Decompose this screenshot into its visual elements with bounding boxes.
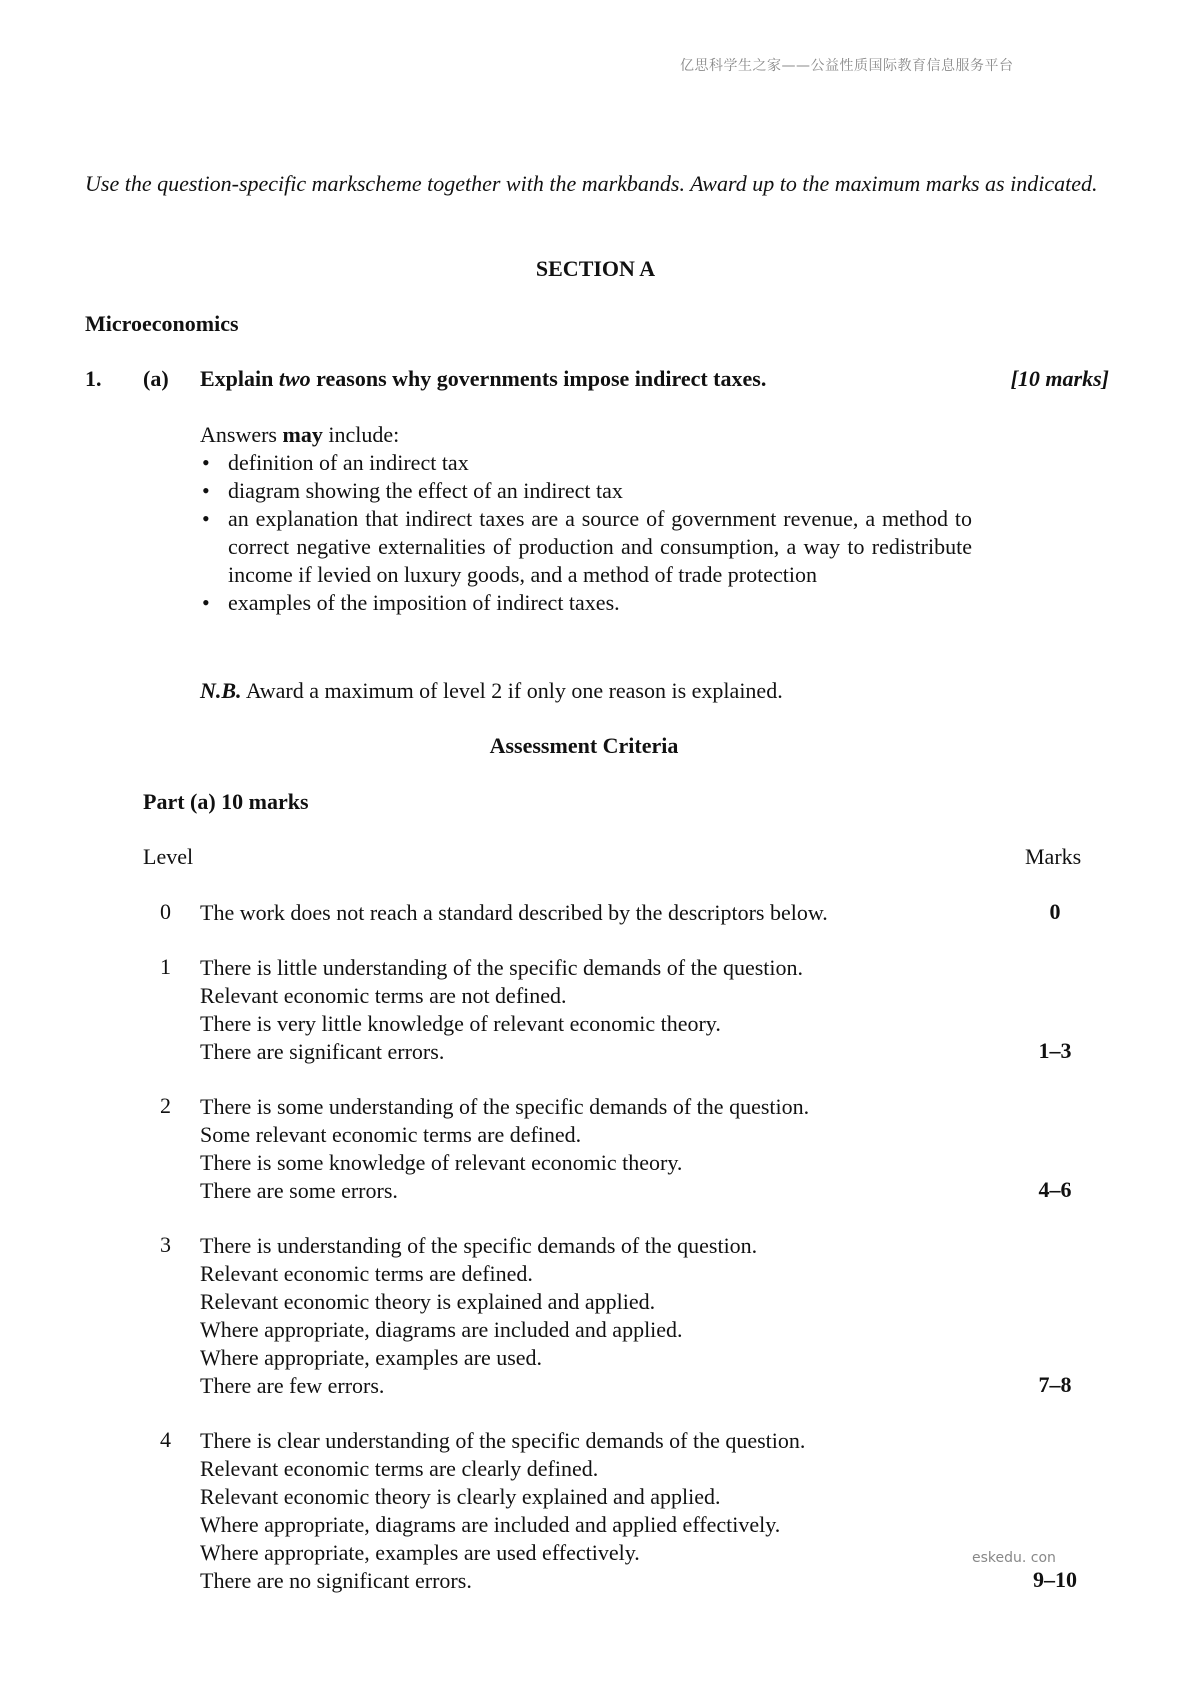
level-marks: 7–8: [1038, 1372, 1072, 1397]
descriptor-line: There is very little knowledge of relevant economic theory.: [200, 1011, 721, 1036]
header-watermark: 亿思科学生之家——公益性质国际教育信息服务平台: [680, 58, 1014, 74]
descriptor-line: Relevant economic theory is explained and applied.: [200, 1289, 656, 1314]
descriptor-line: There are some errors.: [200, 1178, 398, 1203]
instructions-paragraph: Use the question-specific markscheme together with the markbands. Award up to the maximum marks as indicated.: [85, 171, 1098, 196]
level-number: 2: [160, 1093, 171, 1118]
descriptor-line: There is some knowledge of relevant economic theory.: [200, 1150, 683, 1175]
level-number: 0: [160, 899, 171, 924]
question-marks: [10 marks]: [1010, 366, 1109, 391]
descriptor-line: There are few errors.: [200, 1373, 385, 1398]
answer-bullet: • examples of the imposition of indirect taxes.: [200, 589, 972, 617]
nota-bene: [200, 678, 783, 704]
answer-bullet: • an explanation that indirect taxes are a source of government revenue, a method to correct negative externalities of production and consumption, a way to redistribute income if levied on luxury goods, and a method of trade protection: [200, 505, 972, 589]
level-descriptor: [200, 1093, 960, 1205]
descriptor-line: Relevant economic terms are clearly defined.: [200, 1456, 599, 1481]
level-marks: 0: [1049, 899, 1061, 924]
descriptor-line: Relevant economic theory is clearly explained and applied.: [200, 1484, 721, 1509]
level-number: 1: [160, 954, 171, 979]
nota-bene-label: N.B.: [200, 678, 242, 703]
level-marks: 9–10: [1033, 1567, 1077, 1592]
level-marks: 1–3: [1038, 1038, 1072, 1063]
descriptor-line: There are significant errors.: [200, 1039, 445, 1064]
descriptor-line: Some relevant economic terms are defined.: [200, 1122, 582, 1147]
question-emphasis: two: [278, 366, 311, 391]
answers-intro-pre: Answers: [200, 422, 277, 447]
section-heading: SECTION A: [535, 256, 656, 281]
criteria-heading: Assessment Criteria: [489, 733, 679, 758]
descriptor-line: There is little understanding of the specific demands of the question.: [200, 955, 804, 980]
descriptor-line: There is understanding of the specific demands of the question.: [200, 1233, 758, 1258]
descriptor-line: There is clear understanding of the specific demands of the question.: [200, 1428, 806, 1453]
answers-intro-bold: may: [282, 422, 323, 447]
descriptor-line: The work does not reach a standard described by the descriptors below.: [200, 900, 828, 925]
answer-bullet: • diagram showing the effect of an indirect tax: [200, 477, 972, 505]
answer-bullet: • definition of an indirect tax: [200, 449, 972, 477]
level-descriptor: [200, 1427, 960, 1595]
descriptor-line: Relevant economic terms are not defined.: [200, 983, 567, 1008]
answers-intro: [200, 421, 972, 449]
level-descriptor: [200, 954, 960, 1066]
level-marks: 4–6: [1038, 1177, 1072, 1202]
descriptor-line: Relevant economic terms are defined.: [200, 1261, 533, 1286]
descriptor-line: Where appropriate, examples are used.: [200, 1345, 543, 1370]
level-number: 4: [160, 1427, 171, 1452]
descriptor-line: Where appropriate, examples are used effectively.: [200, 1540, 640, 1565]
answers-intro-post: include:: [328, 422, 400, 447]
marks-column-header: Marks: [1025, 844, 1082, 869]
question-part: (a): [143, 366, 169, 391]
level-column-header: Level: [143, 844, 194, 869]
subject-heading: Microeconomics: [85, 311, 239, 336]
answer-bullet-list: [200, 449, 972, 617]
question-text: [200, 366, 766, 392]
footer-watermark: eskedu. con: [972, 1550, 1056, 1566]
level-descriptor: [200, 1232, 960, 1400]
question-prefix: Explain: [200, 366, 274, 391]
part-heading: Part (a) 10 marks: [143, 789, 309, 814]
answers-block: [200, 421, 972, 617]
nota-bene-text: Award a maximum of level 2 if only one reason is explained.: [245, 678, 783, 703]
descriptor-line: Where appropriate, diagrams are included and applied effectively.: [200, 1512, 781, 1537]
question-rest: reasons why governments impose indirect taxes.: [316, 366, 767, 391]
descriptor-line: There is some understanding of the specific demands of the question.: [200, 1094, 810, 1119]
descriptor-line: Where appropriate, diagrams are included and applied.: [200, 1317, 683, 1342]
level-descriptor: [200, 899, 960, 927]
question-number: 1.: [85, 366, 102, 391]
level-number: 3: [160, 1232, 171, 1257]
descriptor-line: There are no significant errors.: [200, 1568, 472, 1593]
